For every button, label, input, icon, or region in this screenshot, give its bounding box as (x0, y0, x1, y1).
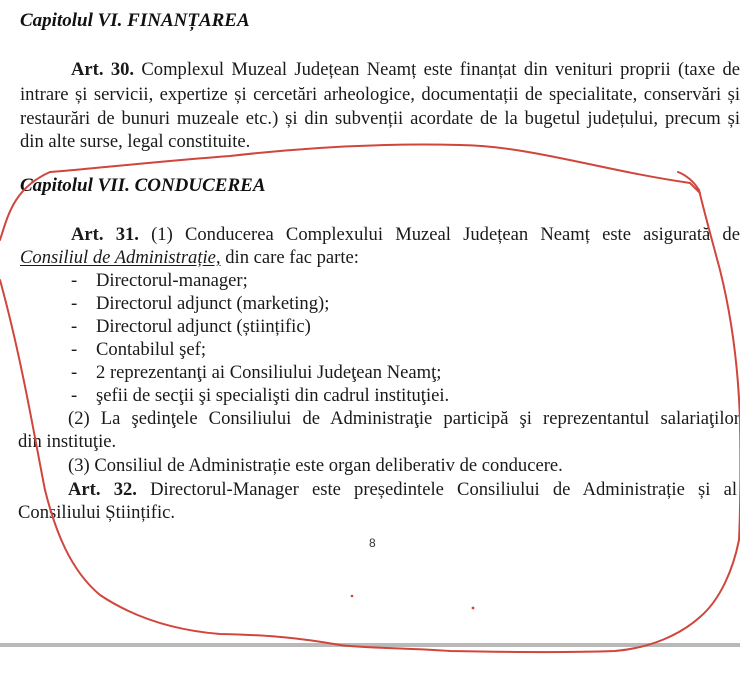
list-item-text: Contabilul şef; (96, 339, 207, 360)
bullet-dash: - (71, 385, 78, 406)
list-item-text: şefii de secţii şi specialişti din cadrul instituţiei. (96, 385, 450, 406)
art-30-line-3: restaurări de bunuri muzeale etc.) și din subvenții acordate de la bugetul județului, precum și (20, 108, 740, 129)
bullet-dash: - (71, 293, 78, 314)
council-name: Consiliul de Administrație, (20, 247, 221, 268)
annotation-dot (472, 607, 475, 610)
annotation-dot (351, 595, 354, 598)
list-item-text: Directorul adjunct (științific) (96, 316, 311, 337)
art-31-line-1 (71, 224, 740, 246)
list-item-text: Directorul-manager; (96, 270, 248, 291)
art-30-line-2: intrare și servicii, expertize și cercetări arheologice, documentații de specialitate, conservări și (20, 84, 740, 105)
chapter-6-title: Capitolul VI. FINANȚAREA (20, 10, 250, 31)
bullet-dash: - (71, 339, 78, 360)
bullet-dash: - (71, 270, 78, 291)
art-31-label: Art. 31. (71, 224, 139, 245)
bullet-dash: - (71, 316, 78, 337)
art-31-para-2-line-2: din instituţie. (18, 431, 117, 452)
list-item-text: Directorul adjunct (marketing); (96, 293, 330, 314)
art-32-text-1: Directorul-Manager este președintele Consiliului de Administrație și al (150, 479, 737, 500)
art-31-para-2-line-1: (2) La şedinţele Consiliului de Administraţie participă şi reprezentantul salariaţilor (68, 408, 740, 429)
art-31-text-1: (1) Conducerea Complexului Muzeal Județean Neamț este asigurată de (151, 224, 740, 245)
list-item-text: 2 reprezentanţi ai Consiliului Judeţean Neamţ; (96, 362, 442, 383)
art-32-label: Art. 32. (68, 479, 137, 500)
art-30-label: Art. 30. (71, 59, 135, 80)
bullet-dash: - (71, 362, 78, 383)
page-number: 8 (369, 536, 376, 550)
art-31-line-2 (20, 247, 359, 269)
art-31-line-2-rest: din care fac parte: (220, 247, 359, 268)
art-30-line-1 (71, 59, 740, 81)
art-31-para-3: (3) Consiliul de Administrație este organ deliberativ de conducere. (68, 455, 563, 476)
chapter-7-title: Capitolul VII. CONDUCEREA (20, 175, 266, 196)
art-30-line-4: din alte surse, legal constituite. (20, 131, 251, 152)
art-30-text-1: Complexul Muzeal Județean Neamț este finanțat din venituri proprii (taxe de (141, 59, 740, 80)
art-32-line-1 (68, 479, 740, 501)
page-separator (0, 643, 740, 647)
art-32-line-2: Consiliului Științific. (18, 502, 176, 523)
